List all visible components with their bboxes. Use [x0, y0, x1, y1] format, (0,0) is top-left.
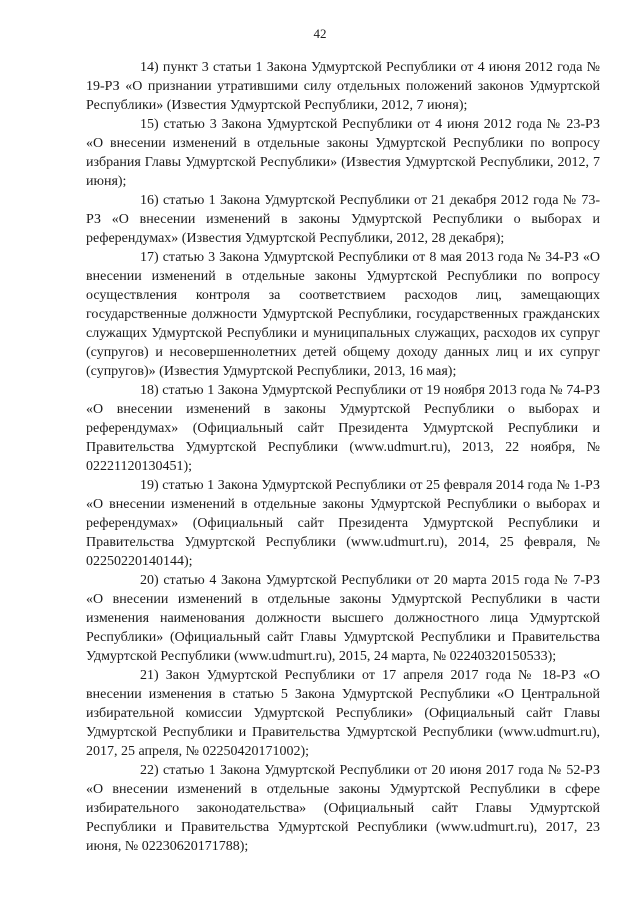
list-item: 21) Закон Удмуртской Республики от 17 апреля 2017 года № 18-РЗ «О внесении изменения в статью 5 Закона Удмуртской Республики «О Центральной избирательной комиссии Удмуртской Республики» (Официальный сайт Главы Удмуртской Республики и Правительства Удмуртской Республики (www.udmurt.ru), 2017, 25 апреля, № 02250420171002);	[86, 668, 600, 759]
list-item: 17) статью 3 Закона Удмуртской Республики от 8 мая 2013 года № 34-РЗ «О внесении изменений в отдельные законы Удмуртской Республики по вопросу осуществления контроля за соответствием расходов лиц, замещающих государственные должности Удмуртской Республики, государственных гражданских служащих Удмуртской Республики и муниципальных служащих, расходов их супруг (супругов) и несовершеннолетних детей общему доходу данных лиц и их супруг (супругов)» (Известия Удмуртской Республики, 2013, 16 мая);	[86, 250, 600, 379]
list-item: 20) статью 4 Закона Удмуртской Республики от 20 марта 2015 года № 7-РЗ «О внесении изменений в отдельные законы Удмуртской Республики в части изменения наименования должности высшего должностного лица Удмуртской Республики» (Официальный сайт Главы Удмуртской Республики и Правительства Удмуртской Республики (www.udmurt.ru), 2015, 24 марта, № 02240320150533);	[86, 573, 600, 664]
list-item: 14) пункт 3 статьи 1 Закона Удмуртской Республики от 4 июня 2012 года № 19-РЗ «О признании утратившими силу отдельных положений законов Удмуртской Республики» (Известия Удмуртской Республики, 2012, 7 июня);	[86, 60, 600, 113]
list-item: 15) статью 3 Закона Удмуртской Республики от 4 июня 2012 года № 23-РЗ «О внесении изменений в отдельные законы Удмуртской Республики по вопросу избрания Главы Удмуртской Республики» (Известия Удмуртской Республики, 2012, 7 июня);	[86, 117, 600, 189]
list-item: 19) статью 1 Закона Удмуртской Республики от 25 февраля 2014 года № 1-РЗ «О внесении изменений в отдельные законы Удмуртской Республики о выборах и референдумах» (Официальный сайт Президента Удмуртской Республики и Правительства Удмуртской Республики (www.udmurt.ru), 2014, 25 февраля, № 02250220140144);	[86, 478, 600, 569]
list-item: 18) статью 1 Закона Удмуртской Республики от 19 ноября 2013 года № 74-РЗ «О внесении изменений в законы Удмуртской Республики о выборах и референдумах» (Официальный сайт Президента Удмуртской Республики и Правительства Удмуртской Республики (www.udmurt.ru), 2013, 22 ноября, № 02221120130451);	[86, 383, 600, 474]
document-body	[86, 58, 600, 856]
page-number: 42	[313, 26, 327, 41]
list-item: 16) статью 1 Закона Удмуртской Республики от 21 декабря 2012 года № 73-РЗ «О внесении изменений в законы Удмуртской Республики о выборах и референдумах» (Известия Удмуртской Республики, 2012, 28 декабря);	[86, 193, 600, 246]
list-item: 22) статью 1 Закона Удмуртской Республики от 20 июня 2017 года № 52-РЗ «О внесении изменений в отдельные законы Удмуртской Республики в сфере избирательного законодательства» (Официальный сайт Главы Удмуртской Республики и Правительства Удмуртской Республики (www.udmurt.ru), 2017, 23 июня, № 02230620171788);	[86, 763, 600, 854]
